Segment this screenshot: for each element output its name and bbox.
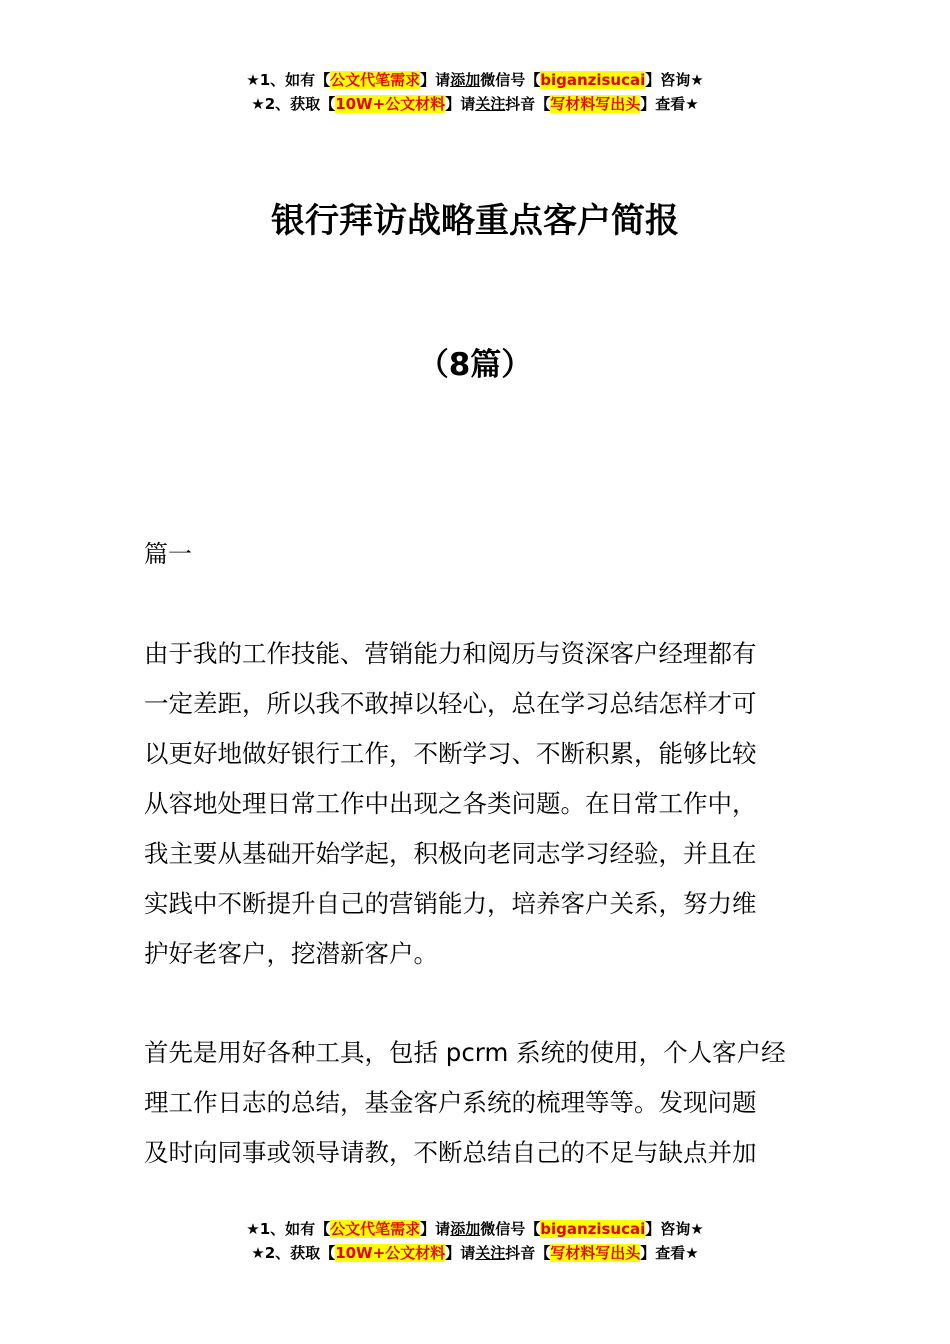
banner-highlight: 公文代笔需求 xyxy=(330,1220,421,1238)
banner-text: ★1、如有【 xyxy=(246,71,331,89)
banner-highlight: 10W+公文材料 xyxy=(335,1244,446,1262)
banner-highlight: 公文代笔需求 xyxy=(330,71,421,89)
banner-text: 】咨询★ xyxy=(645,1220,704,1238)
banner-text: 】请 xyxy=(445,95,476,113)
banner-text: ★1、如有【 xyxy=(246,1220,331,1238)
header-banner-line-2 xyxy=(0,92,950,116)
banner-highlight: biganzisucai xyxy=(540,71,646,89)
banner-text: 抖音【 xyxy=(505,95,551,113)
footer-banner xyxy=(0,1217,950,1265)
banner-text: 】查看★ xyxy=(640,1244,699,1262)
banner-text: ★2、获取【 xyxy=(251,95,336,113)
body-paragraph: 由于我的工作技能、营销能力和阅历与资深客户经理都有 一定差距，所以我不敢掉以轻心，总在学习总结怎样才可 以更好地做好银行工作，不断学习、不断积累，能够比较 从容地处理日常工作中出现之各类问题。在日常工作中， 我主要从基础开始学起，积极向老同志学习经验，并且在 实践中不断提升自己的营销能力，培养客户关系，努力维 护好老客户，挖潜新客户。 xyxy=(144,639,757,968)
footer-banner-line-2 xyxy=(0,1241,950,1265)
banner-underlined-text: 关注 xyxy=(475,1244,506,1262)
banner-highlight: 写材料写出头 xyxy=(550,1244,641,1262)
banner-highlight: biganzisucai xyxy=(540,1220,646,1238)
banner-underlined-text: 添加 xyxy=(450,1220,481,1238)
banner-text: 】咨询★ xyxy=(645,71,704,89)
banner-text: 】请 xyxy=(420,71,451,89)
header-banner xyxy=(0,68,950,116)
banner-text: 微信号【 xyxy=(480,71,541,89)
banner-highlight: 10W+公文材料 xyxy=(335,95,446,113)
body-paragraph: 首先是用好各种工具，包括 pcrm 系统的使用，个人客户经 理工作日志的总结，基金客户系统的梳理等等。发现问题 及时向同事或领导请教，不断总结自己的不足与缺点并加 xyxy=(144,1038,786,1167)
footer-banner-line-1 xyxy=(0,1217,950,1241)
banner-text: 】查看★ xyxy=(640,95,699,113)
banner-underlined-text: 添加 xyxy=(450,71,481,89)
banner-underlined-text: 关注 xyxy=(475,95,506,113)
document-subtitle: （8篇） xyxy=(417,347,533,383)
banner-text: 】请 xyxy=(445,1244,476,1262)
banner-text: 】请 xyxy=(420,1220,451,1238)
document-title: 银行拜访战略重点客户简报 xyxy=(271,201,679,241)
banner-text: ★2、获取【 xyxy=(251,1244,336,1262)
banner-text: 微信号【 xyxy=(480,1220,541,1238)
header-banner-line-1 xyxy=(0,68,950,92)
section-heading: 篇一 xyxy=(144,540,192,568)
banner-highlight: 写材料写出头 xyxy=(550,95,641,113)
banner-text: 抖音【 xyxy=(505,1244,551,1262)
